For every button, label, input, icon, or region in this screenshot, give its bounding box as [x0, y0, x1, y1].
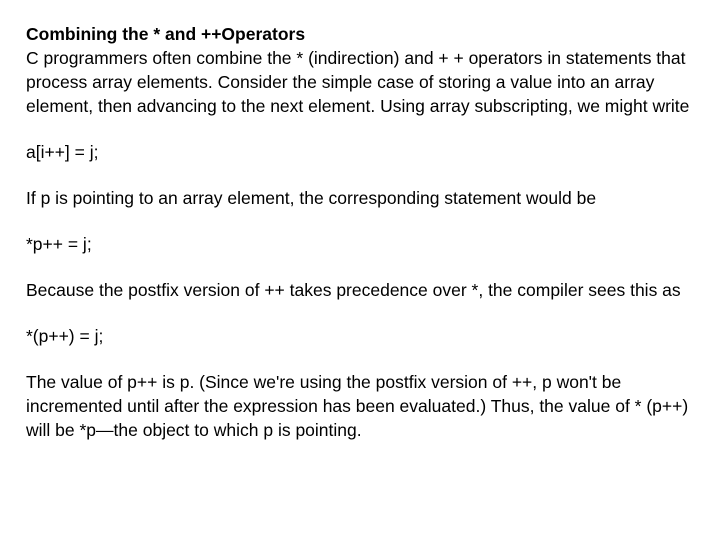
spacer — [26, 118, 706, 140]
spacer — [26, 164, 706, 186]
spacer — [26, 210, 706, 232]
pointer-paragraph: If p is pointing to an array element, the corresponding statement would be — [26, 188, 597, 208]
spacer — [26, 302, 706, 324]
code-example-parenthesized: *(p++) = j; — [26, 326, 104, 346]
slide-title: Combining the * and ++Operators — [26, 24, 306, 44]
conclusion-paragraph: The value of p++ is p. (Since we're using the postfix version of ++, p won't be incremented until after the expression has been evaluated.) Thus, the value of * (p++) will be *p—the object to which p is pointing. — [26, 372, 689, 440]
code-example-pointer: *p++ = j; — [26, 234, 92, 254]
precedence-paragraph: Because the postfix version of ++ takes precedence over *, the compiler sees this as — [26, 280, 681, 300]
code-example-subscript: a[i++] = j; — [26, 142, 99, 162]
spacer — [26, 256, 706, 278]
slide-content — [26, 22, 706, 442]
intro-paragraph: C programmers often combine the * (indirection) and + + operators in statements that process array elements. Consider the simple case of storing a value into an array element, then advancing to the next element. Using array subscripting, we might write — [26, 48, 690, 116]
spacer — [26, 348, 706, 370]
